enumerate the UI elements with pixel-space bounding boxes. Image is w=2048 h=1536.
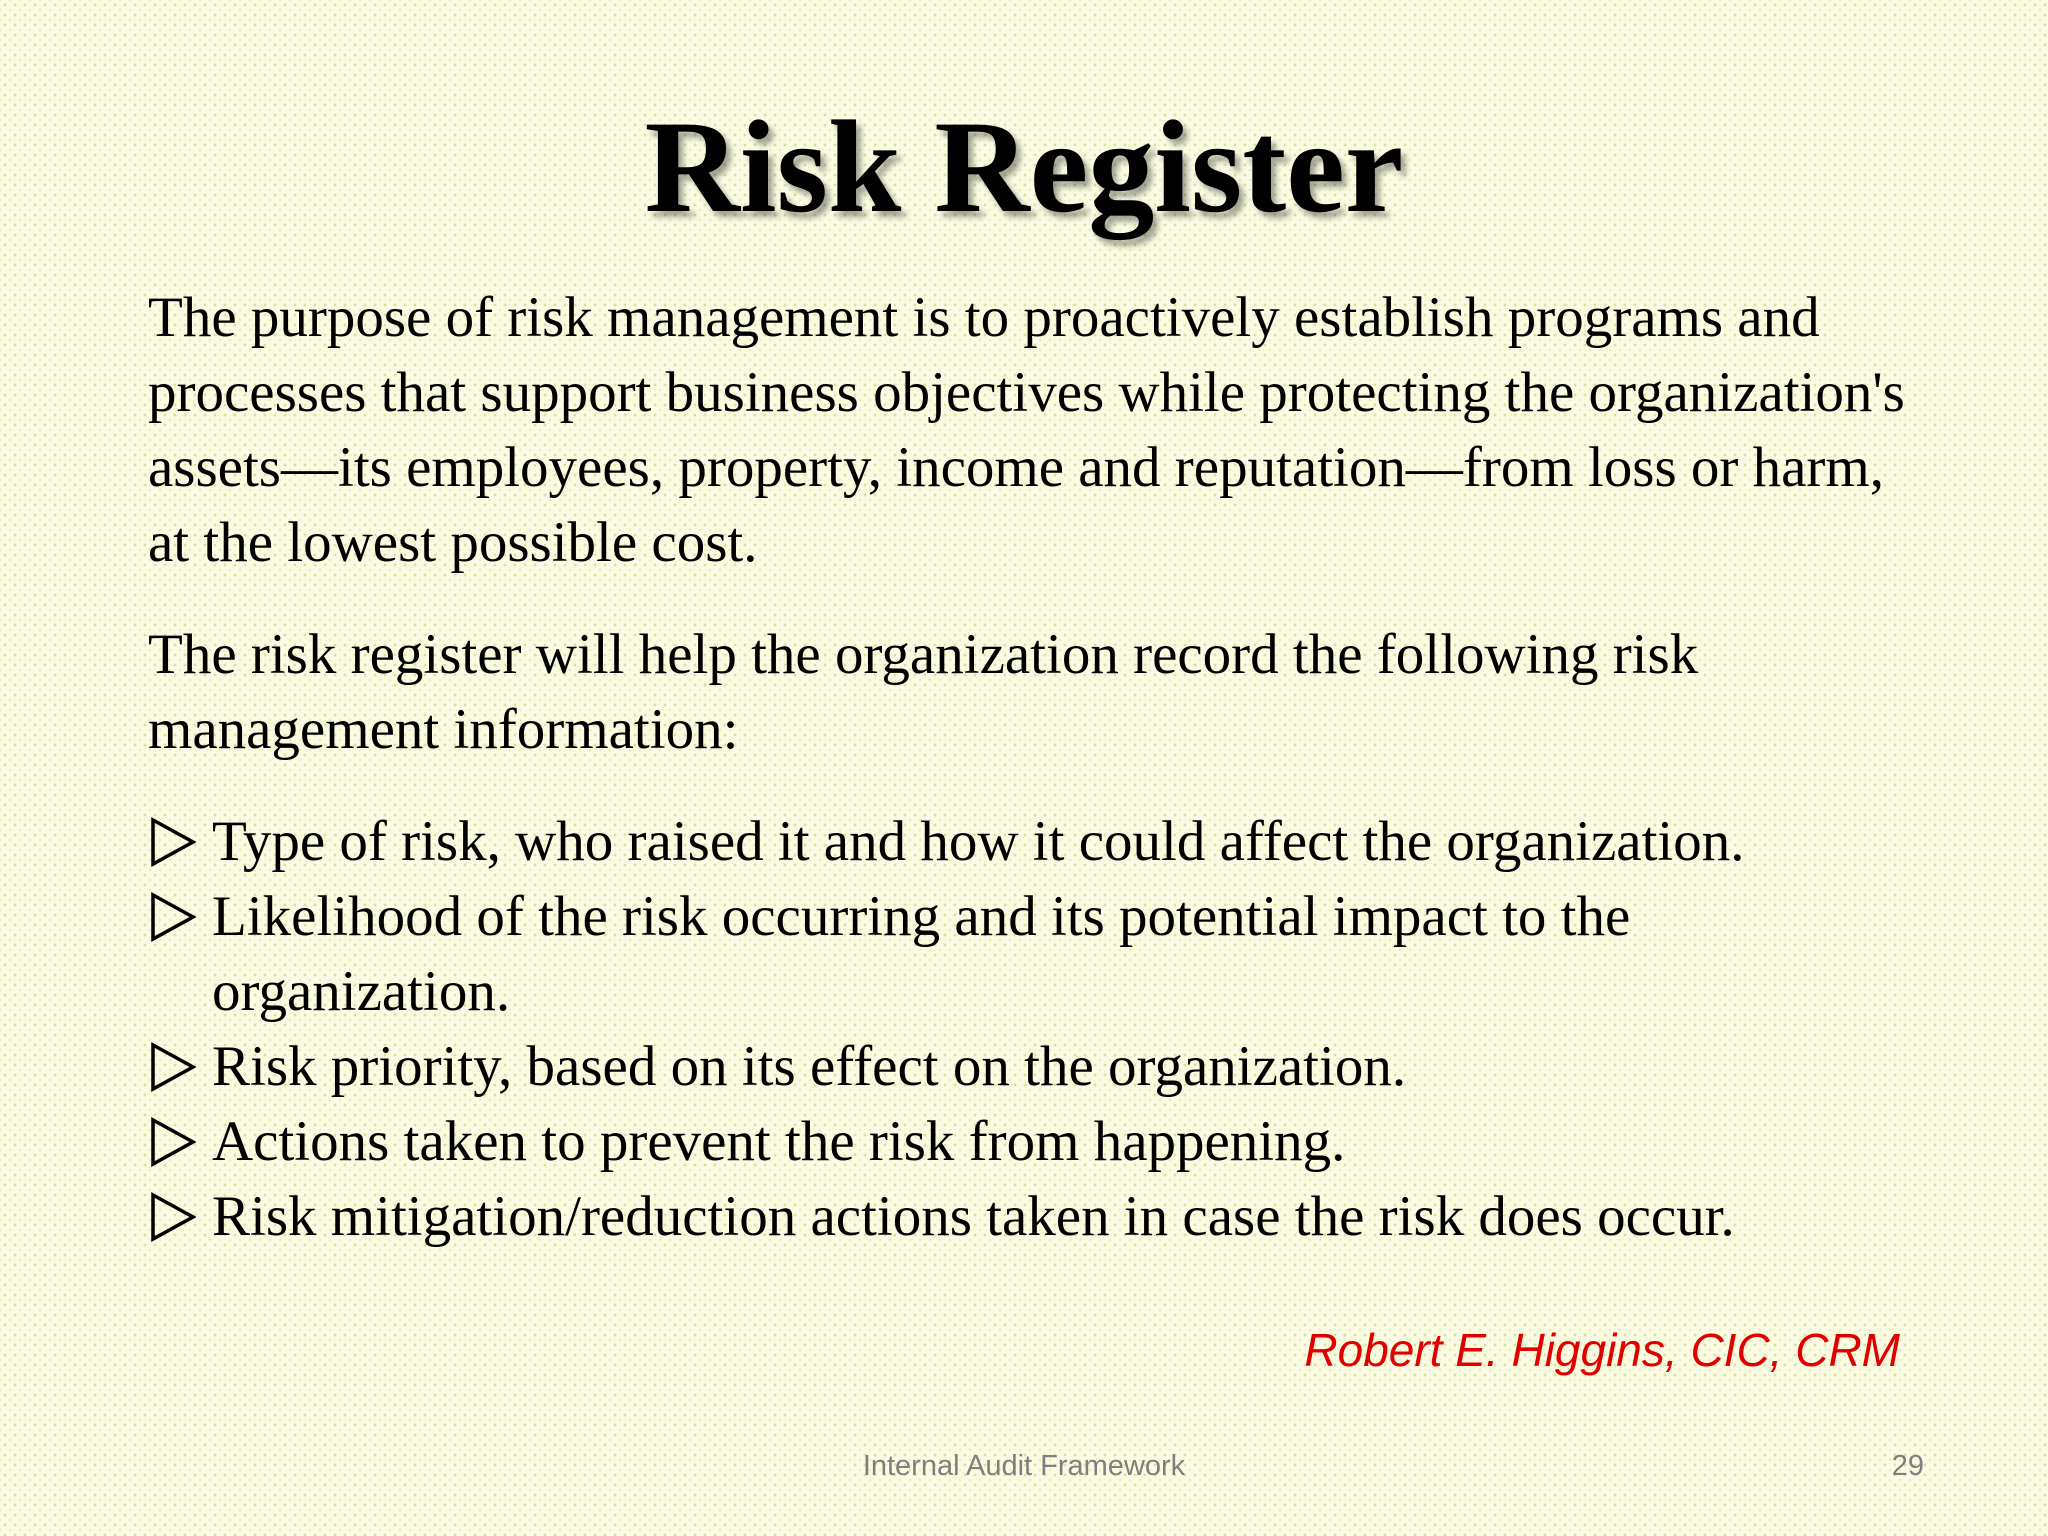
list-item-text: Risk mitigation/reduction actions taken in case the risk does occur. (212, 1185, 1735, 1248)
list-item-text: Type of risk, who raised it and how it could affect the organization. (212, 810, 1745, 873)
author-credit: Robert E. Higgins, CIC, CRM (1304, 1324, 1900, 1376)
list-item-text: Risk priority, based on its effect on the organization. (212, 1035, 1407, 1098)
list-item (148, 804, 1928, 879)
bullet-list (148, 804, 1928, 1254)
list-item-text: Actions taken to prevent the risk from happening. (212, 1110, 1346, 1173)
list-item (148, 1029, 1928, 1104)
list-item-text: Likelihood of the risk occurring and its potential impact to the organization. (212, 885, 1631, 1023)
purpose-paragraph: The purpose of risk management is to proactively establish programs and processes that support business objectives while protecting the organization's assets—its employees, property, income and reputation—from loss or harm, at the lowest possible cost. (148, 286, 1905, 574)
triangle-right-outline-icon (150, 879, 198, 954)
slide-title: Risk Register (644, 93, 1404, 240)
page-number: 29 (1891, 1450, 1924, 1482)
list-item (148, 1104, 1928, 1179)
triangle-right-outline-icon (150, 1179, 198, 1254)
list-item (148, 879, 1928, 1029)
slide-body (148, 280, 1928, 1254)
register-intro-paragraph: The risk register will help the organization record the following risk management information: (148, 623, 1699, 761)
footer-title: Internal Audit Framework (862, 1450, 1186, 1482)
list-item (148, 1179, 1928, 1254)
triangle-right-outline-icon (150, 804, 198, 879)
triangle-right-outline-icon (150, 1029, 198, 1104)
triangle-right-outline-icon (150, 1104, 198, 1179)
